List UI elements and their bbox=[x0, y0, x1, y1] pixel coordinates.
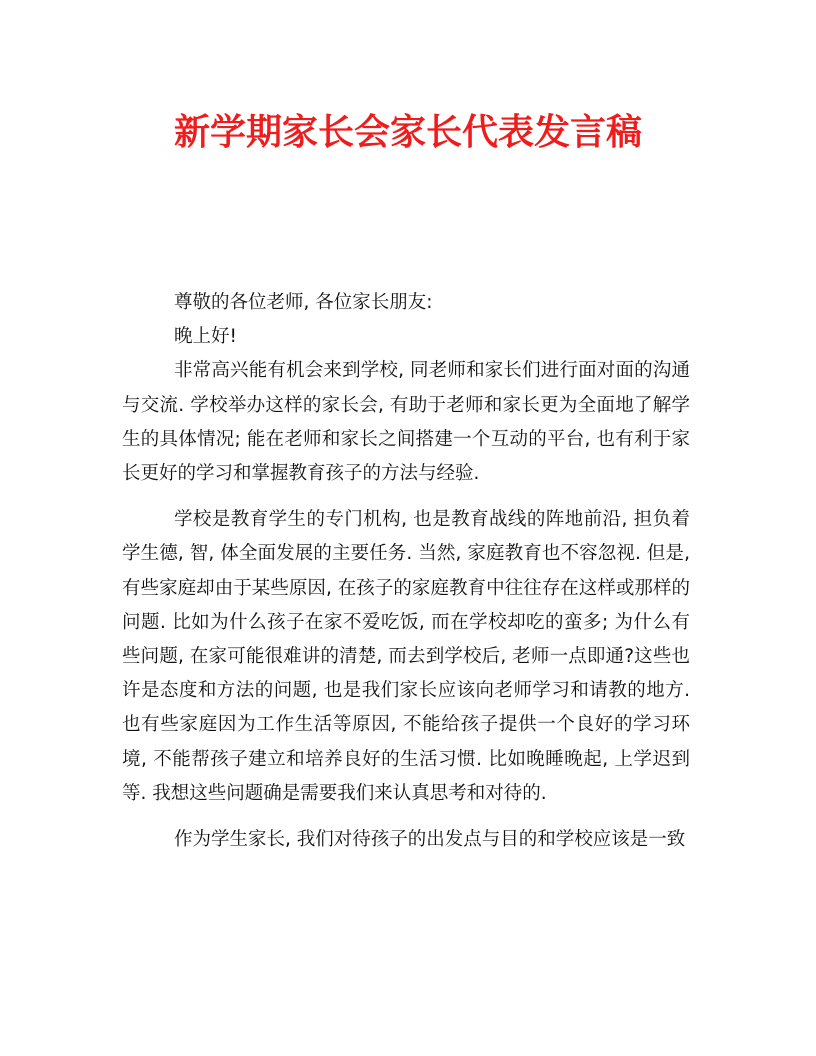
salutation: 尊敬的各位老师, 各位家长朋友: bbox=[174, 292, 433, 313]
paragraph-2: 学校是教育学生的专门机构, 也是教育战线的阵地前沿, 担负着学生德, 智, 体全面发展的主要任务. 当然, 家庭教育也不容忽视. 但是, 有些家庭却由于某些原因, 在孩子的家庭教育中往往存在这样或那样的问题. 比如为什么孩子在家不爱吃饭, 而在学校却吃的蛮多; 为什么有些问题, 在家可能很难讲的清楚, 而去到学校后, 老师一点即通?这些也许是态度和方法的问题, 也是我们家长应该向老师学习和请教的地方. 也有些家庭因为工作生活等原因, 不能给孩子提供一个良好的学习环境, 不能帮孩子建立和培养良好的生活习惯. 比如晚睡晚起, 上学迟到等. 我想这些问题确是需要我们来认真思考和对待的. bbox=[122, 509, 690, 804]
document-title: 新学期家长会家长代表发言稿 bbox=[173, 111, 642, 153]
paragraph-1: 非常高兴能有机会来到学校, 同老师和家长们进行面对面的沟通与交流. 学校举办这样的家长会, 有助于老师和家长更为全面地了解学生的具体情况; 能在老师和家长之间搭建一个互动的平台, 也有利于家长更好的学习和掌握教育孩子的方法与经验. bbox=[122, 360, 690, 485]
document-body bbox=[122, 286, 690, 857]
greeting: 晚上好! bbox=[174, 326, 237, 348]
paragraph-3: 作为学生家长, 我们对待孩子的出发点与目的和学校应该是一致 bbox=[174, 829, 686, 851]
